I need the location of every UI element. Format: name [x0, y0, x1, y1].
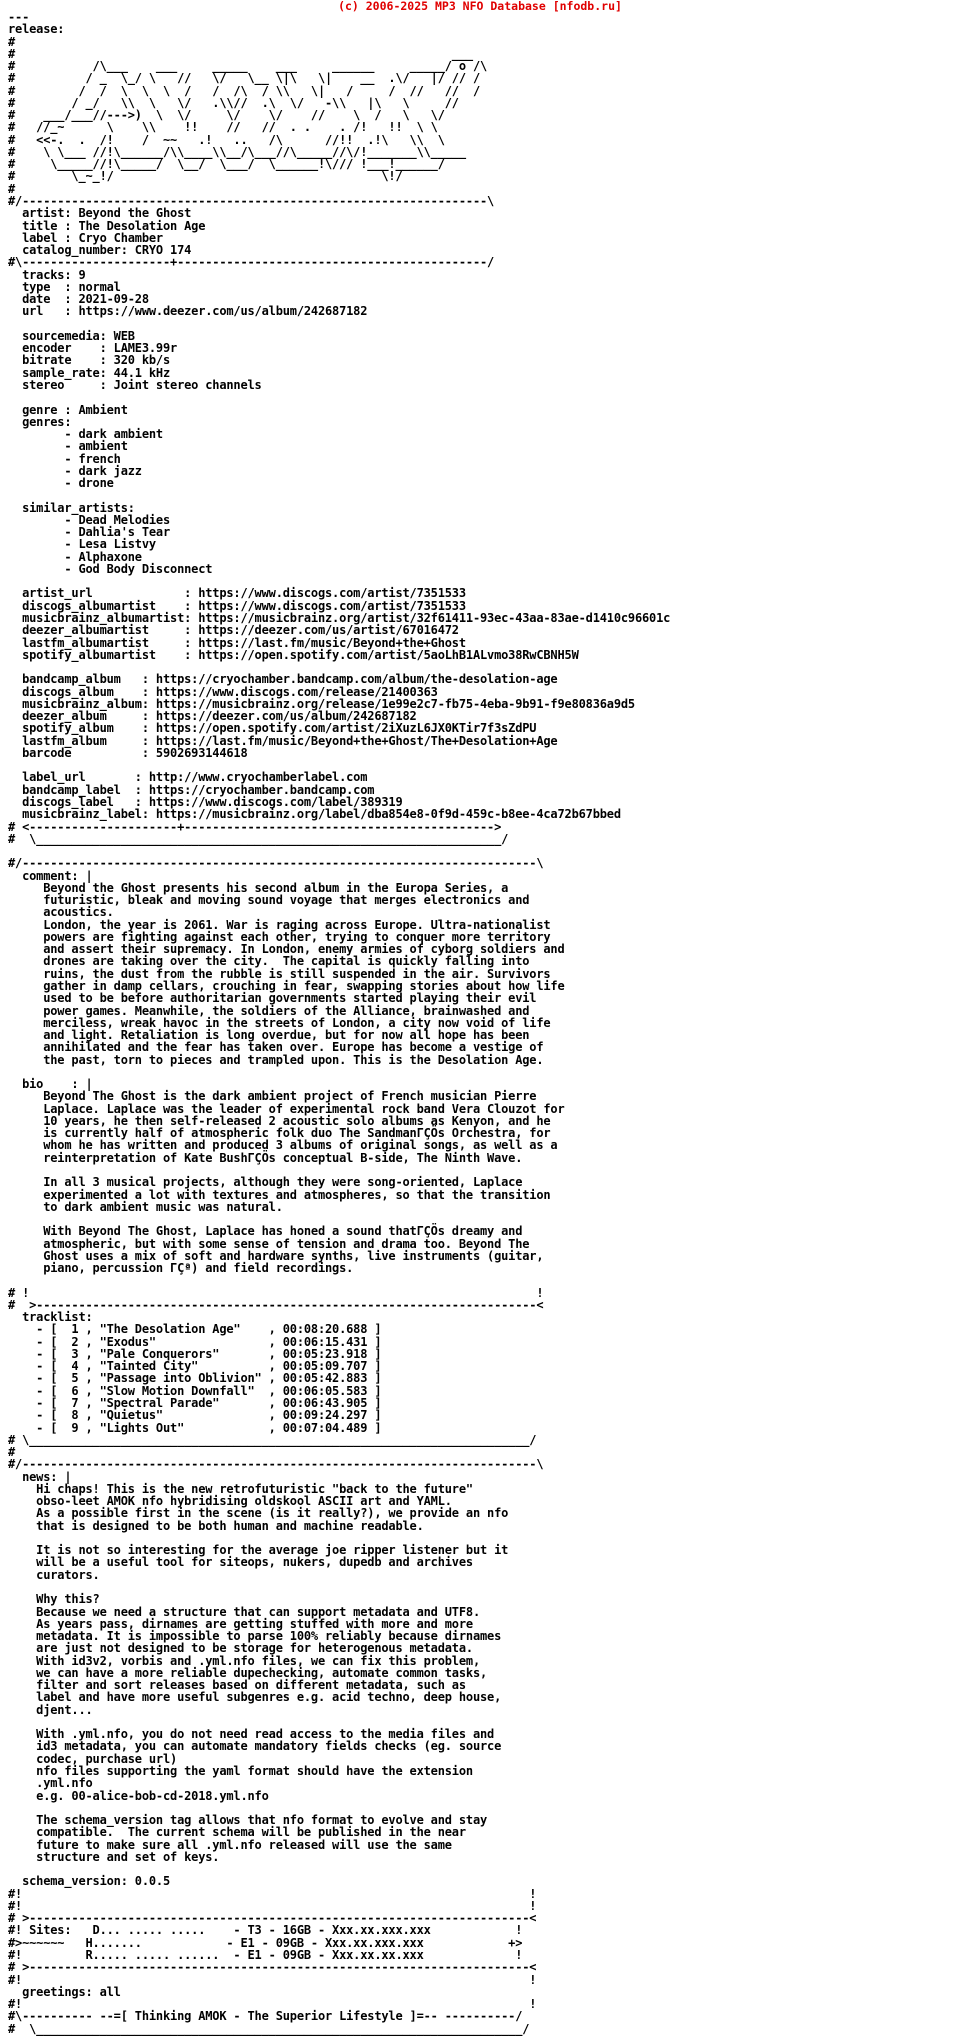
nfo-line: power games. Meanwhile, the soldiers of the Alliance, brainwashed and [8, 1003, 530, 1018]
nfo-line: drones are taking over the city. The capital is quickly falling into [8, 954, 530, 969]
nfo-line: With .yml.nfo, you do not need read access to the media files and [8, 1727, 495, 1742]
nfo-line: title : The Desolation Age [8, 218, 206, 233]
nfo-line: merciless, wreak havoc in the streets of London, a city now void of life [8, 1015, 551, 1030]
nfo-line: --- [8, 10, 30, 24]
nfo-line: nfo files supporting the yaml format should have the extension [8, 1763, 473, 1778]
nfo-line: filter and sort releases based on different metadata, such as [8, 1678, 466, 1693]
nfo-line: # \__________________________________________________________________/ [8, 831, 509, 846]
nfo-line: # \_____//!\_____/ \__/ \___/ \______!\/// !___!______/ [8, 157, 445, 172]
nfo-line: type : normal [8, 279, 121, 294]
nfo-line: #\---------------------+--------------------------------------------/ [8, 255, 495, 270]
nfo-line: encoder : LAME3.99r [8, 341, 178, 356]
nfo-line: - [ 7 , "Spectral Parade" , 00:06:43.905 ] [8, 1396, 382, 1411]
nfo-line: acoustics. [8, 905, 114, 920]
nfo-line: - Lesa Listvy [8, 537, 156, 552]
nfo-line: # [8, 34, 16, 49]
nfo-line: label and have more useful subgenres e.g. acid techno, deep house, [8, 1690, 502, 1705]
nfo-line: .yml.nfo [8, 1776, 93, 1791]
nfo-line: the past, torn to pieces and trampled upon. This is the Desolation Age. [8, 1052, 544, 1067]
nfo-line: atmospheric, but with some sense of tension and drama too. Beyond The [8, 1236, 530, 1251]
nfo-line: - [ 2 , "Exodus" , 00:06:15.431 ] [8, 1334, 382, 1349]
nfo-line: codec, purchase url) [8, 1751, 178, 1766]
nfo-line: experimented a lot with textures and atmospheres, so that the transition [8, 1187, 551, 1202]
nfo-line: compatible. The current schema will be published in the near [8, 1825, 466, 1840]
nfo-line: spotify_album : https://open.spotify.com/artist/2iXuzL6JX0KTir7f3sZdPU [8, 721, 537, 736]
nfo-line: lastfm_album : https://last.fm/music/Beyond+the+Ghost/The+Desolation+Age [8, 733, 558, 748]
nfo-line: obso-leet AMOK nfo hybridising oldskool ASCII art and YAML. [8, 1494, 452, 1509]
nfo-line: sourcemedia: WEB [8, 328, 135, 343]
nfo-line: # / _/ \\ \ \/ .\\// .\ \/ -\\ |\ \ // [8, 95, 459, 110]
nfo-line: #! R..... ..... ...... - E1 - 09GB - Xxx.xx.xx.xxx ! [8, 1947, 523, 1962]
nfo-line: # /\___ ___ _____ ___ ______ _____/ o /\ [8, 59, 488, 74]
nfo-line: - [ 4 , "Tainted City" , 00:05:09.707 ] [8, 1359, 382, 1374]
nfo-line: Laplace. Laplace was the leader of experimental rock band Vera Clouzot for [8, 1101, 565, 1116]
site-copyright-header: (c) 2006-2025 MP3 NFO Database [nfodb.ru] [338, 0, 622, 13]
nfo-line: # //_~ \ \\ !! // // . . . /! !! \ \ [8, 120, 438, 135]
nfo-line: Beyond the Ghost presents his second album in the Europa Series, a [8, 880, 509, 895]
nfo-line: comment: | [8, 868, 93, 883]
nfo-line: #>~~~~~~ H....... - E1 - 09GB - Xxx.xx.xxx.xxx +> [8, 1935, 523, 1950]
nfo-line: # \_____________________________________________________________________/ [8, 2021, 530, 2036]
nfo-line: used to be before authoritarian governments started playing their evil [8, 991, 537, 1006]
nfo-line: label : Cryo Chamber [8, 230, 163, 245]
nfo-line: Hi chaps! This is the new retrofuturistic "back to the future" [8, 1481, 473, 1496]
nfo-line: spotify_albumartist : https://open.spotify.com/artist/5aoLhB1ALvmo38RwCBNH5W [8, 647, 579, 662]
nfo-line: greetings: all [8, 1984, 121, 1999]
nfo-line: will be a useful tool for siteops, nukers, dupedb and archives [8, 1555, 473, 1570]
nfo-line: curators. [8, 1567, 100, 1582]
nfo-line: stereo : Joint stereo channels [8, 377, 262, 392]
nfo-line: # / / \ \ \ / / /\ / \\ \| / / // // / [8, 83, 480, 98]
nfo-line: discogs_album : https://www.discogs.com/release/21400363 [8, 684, 438, 699]
nfo-line: are just not designed to be storage for heterogenous metadata. [8, 1641, 473, 1656]
nfo-line: #! Sites: D... ..... ..... - T3 - 16GB - Xxx.xx.xxx.xxx ! [8, 1923, 523, 1938]
nfo-line: #/-------------------------------------------------------------------------\ [8, 1457, 544, 1472]
nfo-line: lastfm_albumartist : https://last.fm/music/Beyond+the+Ghost [8, 635, 466, 650]
nfo-line: genre : Ambient [8, 402, 128, 417]
nfo-line: bandcamp_label : https://cryochamber.bandcamp.com [8, 782, 375, 797]
nfo-line: As a possible first in the scene (is it really?), we provide an nfo [8, 1506, 509, 1521]
nfo-line: deezer_album : https://deezer.com/us/album/242687182 [8, 709, 417, 724]
nfo-line: - ambient [8, 439, 128, 454]
nfo-line: Why this? [8, 1592, 100, 1607]
nfo-line: futuristic, bleak and moving sound voyage that merges electronics and [8, 893, 530, 908]
nfo-line: # <<-. . /! / ~~ .! .. /\ //!! .!\ \\ \ [8, 132, 445, 147]
nfo-line: - Alphaxone [8, 549, 142, 564]
nfo-line: #\---------- --=[ Thinking AMOK - The Superior Lifestyle ]=-- ----------/ [8, 2009, 523, 2024]
nfo-line: url : https://www.deezer.com/us/album/242687182 [8, 304, 368, 319]
nfo-line: annihilated and the fear has taken over. Europe has become a vestige of [8, 1040, 544, 1055]
nfo-line: and light. Retaliation is long overdue, but for now all hope has been [8, 1028, 530, 1043]
nfo-line: It is not so interesting for the average joe ripper listener but it [8, 1543, 509, 1558]
nfo-line: catalog_number: CRYO 174 [8, 243, 192, 258]
nfo-line: Ghost uses a mix of soft and hardware synths, live instruments (guitar, [8, 1248, 544, 1263]
nfo-line: # ___ [8, 46, 488, 61]
nfo-line: news: | [8, 1469, 72, 1484]
nfo-line: London, the year is 2061. War is raging across Europe. Ultra-nationalist [8, 917, 551, 932]
nfo-line: powers are fighting against each other, trying to conquer more territory [8, 929, 551, 944]
nfo-line: - Dead Melodies [8, 512, 171, 527]
nfo-line: # ! ! [8, 1285, 544, 1300]
nfo-line: #! ! [8, 1886, 537, 1901]
nfo-line: - french [8, 451, 121, 466]
nfo-line: djent... [8, 1702, 93, 1717]
nfo-line: #! ! [8, 1997, 537, 2012]
nfo-line: bitrate : 320 kb/s [8, 353, 171, 368]
nfo-line: - Dahlia's Tear [8, 525, 171, 540]
nfo-line: date : 2021-09-28 [8, 292, 149, 307]
nfo-line: and assert their supremacy. In London, enemy armies of cyborg soldiers and [8, 942, 565, 957]
nfo-line: - [ 5 , "Passage into Oblivion" , 00:05:42.883 ] [8, 1371, 382, 1386]
nfo-line: structure and set of keys. [8, 1849, 220, 1864]
nfo-line: we can have a more reliable dupechecking, automate common tasks, [8, 1665, 488, 1680]
nfo-line: # / _ \_/ \ // \/ \__ \|\ \| __ .\/ |/ // / [8, 71, 480, 86]
nfo-line: musicbrainz_albumartist: https://musicbrainz.org/artist/32f61411-93ec-43aa-83ae-d1410c96601c [8, 611, 671, 626]
nfo-line: Because we need a structure that can support metadata and UTF8. [8, 1604, 480, 1619]
nfo-line: musicbrainz_album: https://musicbrainz.org/release/1e99e2c7-fb75-4eba-9b91-f9e80836a9d5 [8, 696, 635, 711]
nfo-line: artist_url : https://www.discogs.com/artist/7351533 [8, 586, 466, 601]
nfo-line: bandcamp_album : https://cryochamber.bandcamp.com/album/the-desolation-age [8, 672, 558, 687]
nfo-line: - God Body Disconnect [8, 561, 213, 576]
nfo-line: sample_rate: 44.1 kHz [8, 365, 171, 380]
nfo-line: Beyond The Ghost is the dark ambient project of French musician Pierre [8, 1089, 537, 1104]
nfo-line: gather in damp cellars, crouching in fear, swapping stories about how life [8, 978, 565, 993]
nfo-line: #/------------------------------------------------------------------\ [8, 193, 495, 208]
nfo-line: release: [8, 22, 65, 37]
nfo-line: ruins, the dust from the rubble is still suspended in the air. Survivors [8, 966, 551, 981]
nfo-line: schema_version: 0.0.5 [8, 1874, 171, 1889]
nfo-line: #! ! [8, 1972, 537, 1987]
nfo-line: musicbrainz_label: https://musicbrainz.org/label/dba854e8-0f9d-459c-b8ee-4ca72b67bbed [8, 807, 621, 822]
nfo-line: # [8, 181, 16, 196]
nfo-text-block [8, 11, 670, 2035]
nfo-line: The schema_version tag allows that nfo format to evolve and stay [8, 1813, 488, 1828]
nfo-line: - drone [8, 476, 114, 491]
nfo-line: With Beyond The Ghost, Laplace has honed a sound thatΓÇÖs dreamy and [8, 1224, 523, 1239]
nfo-line: # [8, 1445, 16, 1460]
nfo-line: tracks: 9 [8, 267, 86, 282]
nfo-line: # >-----------------------------------------------------------------------< [8, 1911, 537, 1926]
nfo-line: that is designed to be both human and machine readable. [8, 1518, 424, 1533]
nfo-line: # <---------------------+--------------------------------------------> [8, 819, 502, 834]
nfo-line: #/-------------------------------------------------------------------------\ [8, 856, 544, 871]
nfo-line: 10 years, he then self-released 2 acoustic solo albums as Kenyon, and he [8, 1113, 551, 1128]
nfo-line: is currently half of atmospheric folk duo The SandmanΓÇÖs Orchestra, for [8, 1126, 551, 1141]
nfo-line: barcode : 5902693144618 [8, 745, 248, 760]
nfo-line: # >-----------------------------------------------------------------------< [8, 1297, 544, 1312]
nfo-line: - [ 6 , "Slow Motion Downfall" , 00:06:05.583 ] [8, 1383, 382, 1398]
nfo-line: # ___/___//--->) \ \/ \/ \/ // \ / \ \/ [8, 108, 445, 123]
nfo-line: # \_______________________________________________________________________/ [8, 1432, 537, 1447]
nfo-line: piano, percussion ΓÇª) and field recordings. [8, 1261, 354, 1276]
nfo-line: tracklist: [8, 1310, 93, 1325]
nfo-line: - dark jazz [8, 463, 142, 478]
nfo-line: # \_~_!/ \!/ [8, 169, 403, 184]
nfo-line: discogs_label : https://www.discogs.com/label/389319 [8, 795, 403, 809]
nfo-line: label_url : http://www.cryochamberlabel.com [8, 770, 368, 785]
nfo-line: deezer_albumartist : https://deezer.com/us/artist/67016472 [8, 623, 459, 638]
nfo-line: - dark ambient [8, 427, 163, 442]
nfo-line: similar_artists: [8, 500, 135, 515]
nfo-line: discogs_albumartist : https://www.discogs.com/artist/7351533 [8, 598, 466, 613]
nfo-line: - [ 3 , "Pale Conquerors" , 00:05:23.918 ] [8, 1346, 382, 1361]
nfo-line: metadata. It is impossible to parse 100% reliably because dirnames [8, 1629, 502, 1644]
nfo-line: With id3v2, vorbis and .yml.nfo files, we can fix this problem, [8, 1653, 480, 1668]
nfo-line: - [ 8 , "Quietus" , 00:09:24.297 ] [8, 1408, 382, 1423]
nfo-line: - [ 9 , "Lights Out" , 00:07:04.489 ] [8, 1420, 382, 1435]
nfo-line: As years pass, dirnames are getting stuffed with more and more [8, 1616, 473, 1631]
nfo-line: bio : | [8, 1077, 93, 1092]
nfo-line: genres: [8, 414, 72, 429]
nfo-line: whom he has written and produced 3 albums of original songs, as well as a [8, 1138, 558, 1153]
nfo-line: e.g. 00-alice-bob-cd-2018.yml.nfo [8, 1788, 269, 1803]
nfo-line: id3 metadata, you can automate mandatory fields checks (eg. source [8, 1739, 502, 1754]
nfo-line: future to make sure all .yml.nfo released will use the same [8, 1837, 452, 1852]
nfo-line: - [ 1 , "The Desolation Age" , 00:08:20.688 ] [8, 1322, 382, 1337]
nfo-line: to dark ambient music was natural. [8, 1199, 283, 1214]
nfo-line: In all 3 musical projects, although they were song-oriented, Laplace [8, 1175, 523, 1190]
nfo-line: artist: Beyond the Ghost [8, 206, 192, 221]
nfo-line: # >-----------------------------------------------------------------------< [8, 1960, 537, 1975]
nfo-line: # \ \___ //!\______/\\____\\__/\___//\_____//\/!_______\\_____ [8, 144, 466, 159]
nfo-line: reinterpretation of Kate BushΓÇÖs conceptual B-side, The Ninth Wave. [8, 1150, 523, 1165]
nfo-line: #! ! [8, 1898, 537, 1913]
